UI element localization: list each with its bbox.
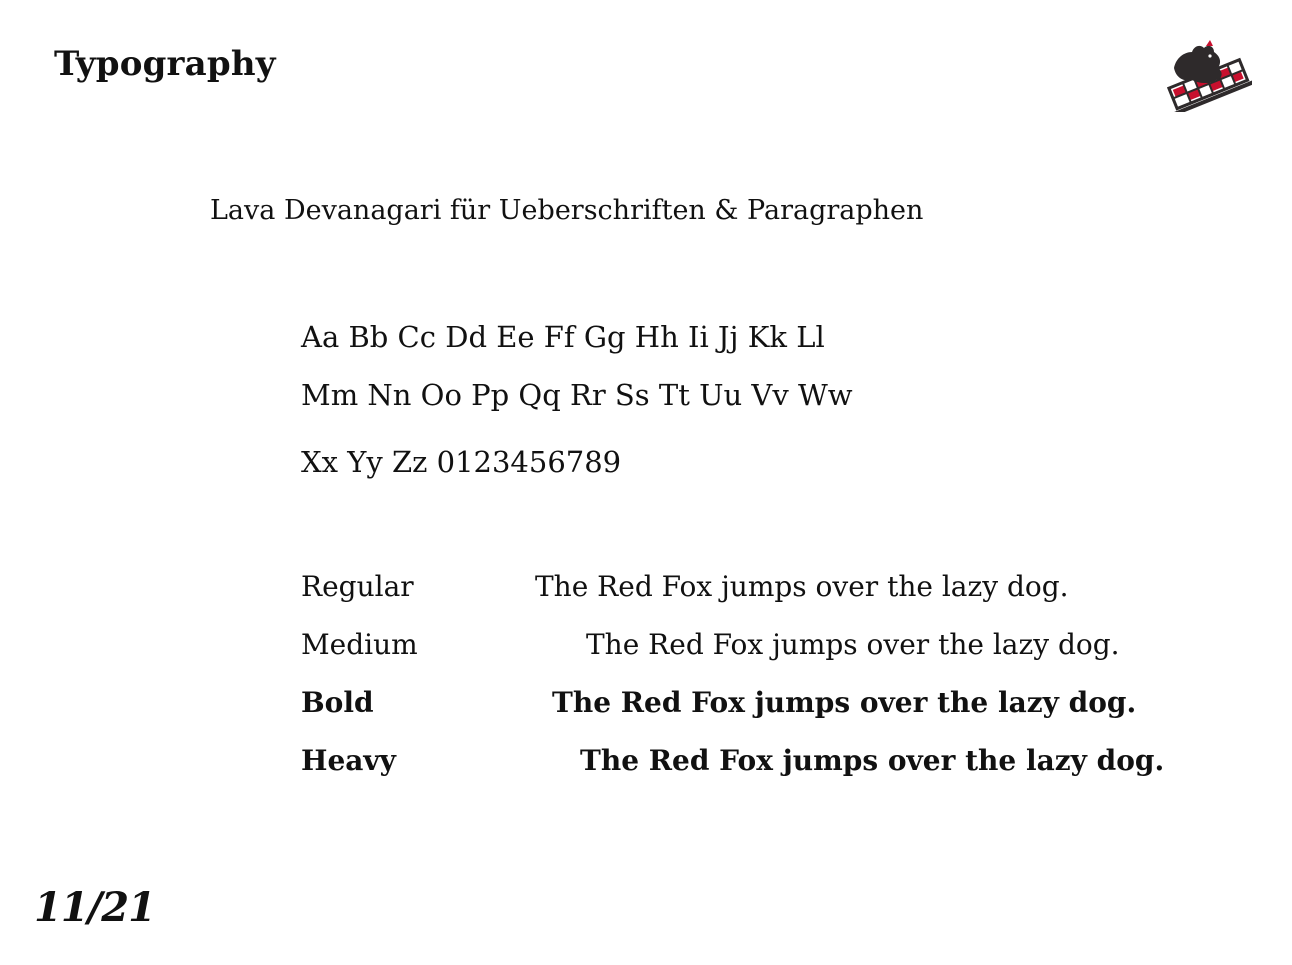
- slide-title: Typography: [54, 44, 276, 84]
- alphabet-line-1: Aa Bb Cc Dd Ee Ff Gg Hh Ii Jj Kk Ll: [301, 320, 825, 354]
- weight-label-heavy: Heavy: [301, 744, 396, 777]
- page-number: 11/21: [34, 884, 155, 931]
- weight-sample-medium: The Red Fox jumps over the lazy dog.: [586, 628, 1120, 661]
- alphabet-line-2: Mm Nn Oo Pp Qq Rr Ss Tt Uu Vv Ww: [301, 378, 853, 412]
- typeface-subtitle: Lava Devanagari für Ueberschriften & Paragraphen: [210, 195, 924, 226]
- weight-sample-heavy: The Red Fox jumps over the lazy dog.: [580, 744, 1165, 777]
- bear-on-rails-logo-icon: [1160, 38, 1252, 112]
- alphabet-line-3: Xx Yy Zz 0123456789: [301, 445, 622, 479]
- weight-sample-bold: The Red Fox jumps over the lazy dog.: [552, 686, 1137, 719]
- weight-label-regular: Regular: [301, 570, 414, 603]
- weight-label-medium: Medium: [301, 628, 418, 661]
- weight-sample-regular: The Red Fox jumps over the lazy dog.: [535, 570, 1069, 603]
- weight-label-bold: Bold: [301, 686, 374, 719]
